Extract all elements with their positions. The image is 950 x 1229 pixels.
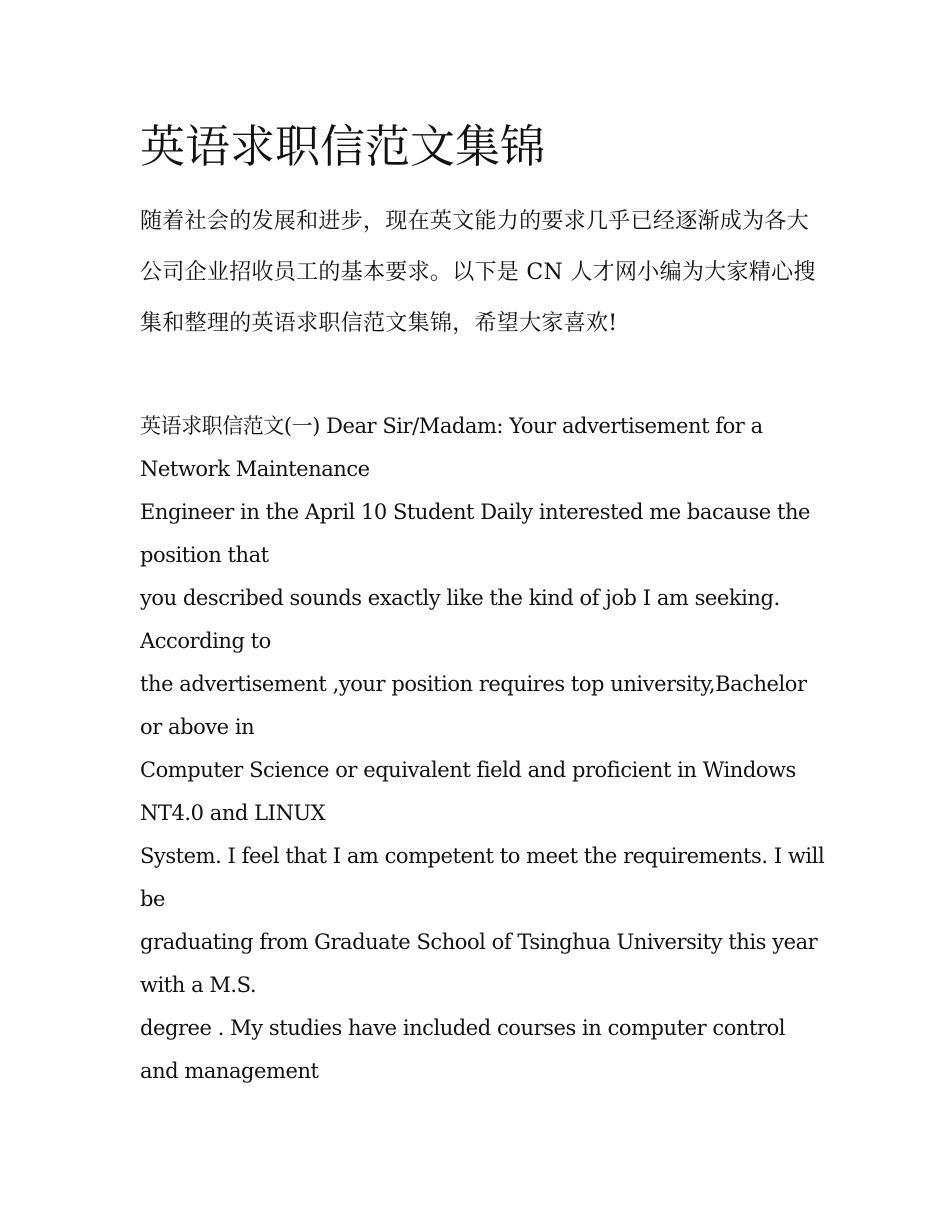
letter-line: System. I feel that I am competent to meet the requirements. I will	[140, 844, 825, 868]
letter-body	[140, 405, 830, 1093]
letter-line: with a M.S.	[140, 973, 257, 997]
letter-line: and management	[140, 1059, 319, 1083]
letter-line: NT4.0 and LINUX	[140, 801, 326, 825]
letter-line: graduating from Graduate School of Tsinghua University this year	[140, 930, 818, 954]
letter-line: Engineer in the April 10 Student Daily interested me bacause the	[140, 500, 811, 524]
intro-paragraph: 随着社会的发展和进步，现在英文能力的要求几乎已经逐渐成为各大公司企业招收员工的基本要求。以下是 CN 人才网小编为大家精心搜集和整理的英语求职信范文集锦，希望大家喜欢!	[140, 209, 816, 336]
letter-line: position that	[140, 543, 269, 567]
letter-line: be	[140, 887, 165, 911]
letter-line: you described sounds exactly like the kind of job I am seeking.	[140, 586, 780, 610]
letter-line: the advertisement ,your position requires top university,Bachelor	[140, 672, 807, 696]
letter-line: According to	[140, 629, 271, 653]
document-title: 英语求职信范文集锦	[140, 120, 546, 173]
letter-line: degree . My studies have included courses in computer control	[140, 1016, 786, 1040]
letter-line: 英语求职信范文(一) Dear Sir/Madam: Your advertisement for a	[140, 414, 763, 438]
letter-line: Network Maintenance	[140, 457, 370, 481]
letter-line: or above in	[140, 715, 255, 739]
letter-line: Computer Science or equivalent field and proficient in Windows	[140, 758, 796, 782]
